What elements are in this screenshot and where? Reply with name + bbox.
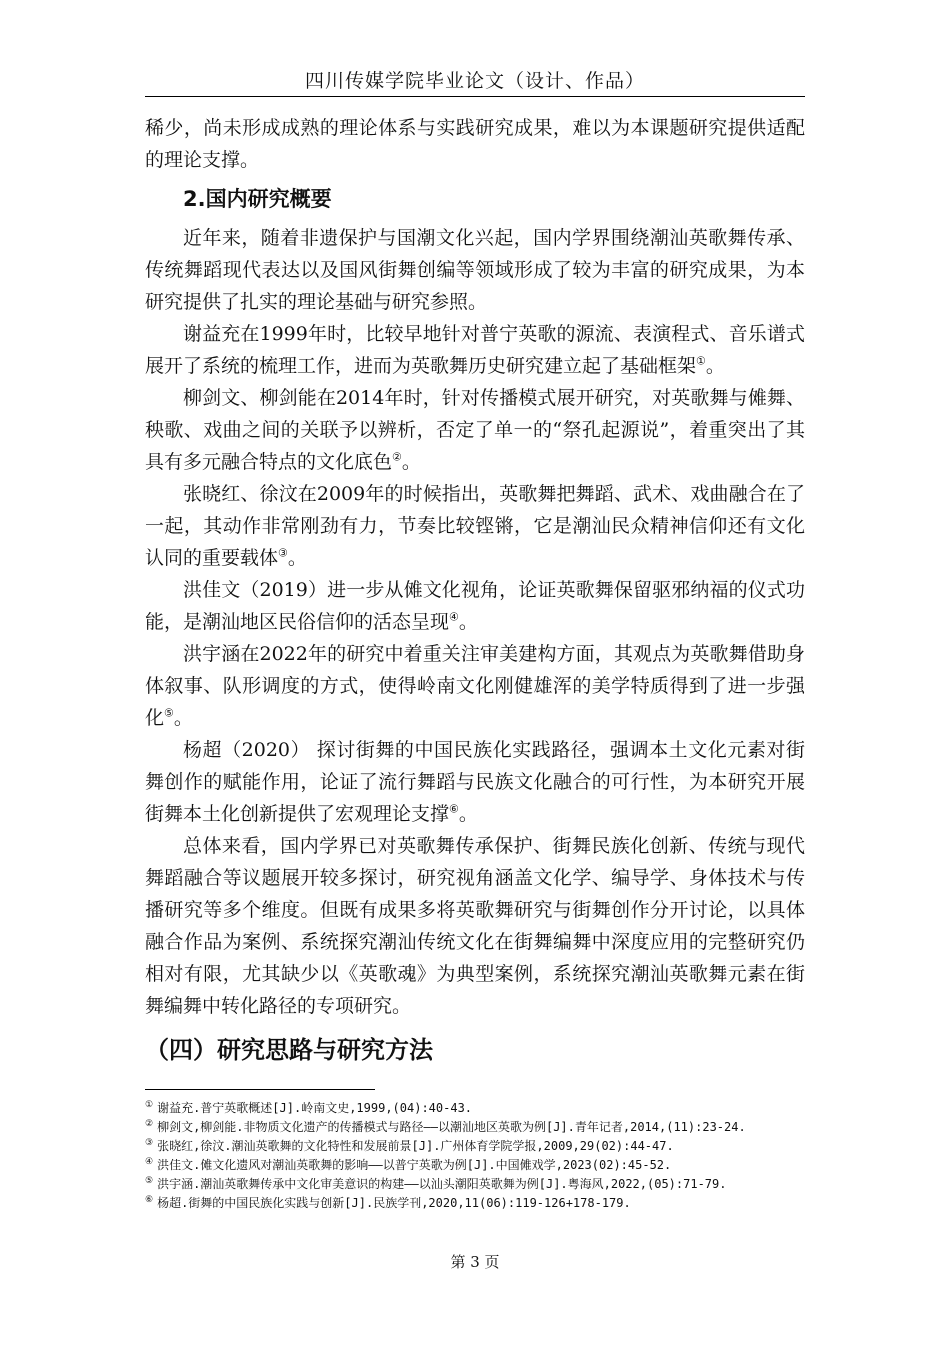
section-heading: 2.国内研究概要 <box>183 187 332 211</box>
footnotes <box>145 1097 807 1211</box>
body-text <box>145 112 805 1070</box>
paragraph: 总体来看，国内学界已对英歌舞传承保护、街舞民族化创新、传统与现代舞蹈融合等议题展开较多探讨，研究视角涵盖文化学、编导学、身体技术与传播研究等多个维度。但既有成果多将英歌舞研究与街舞创作分开讨论，以具体融合作品为案例、系统探究潮汕传统文化在街舞编舞中深度应用的完整研究仍相对有限，尤其缺少以《英歌魂》为典型案例，系统探究潮汕英歌舞元素在街舞编舞中转化路径的专项研究。 <box>145 835 805 1017</box>
page-header: 四川传媒学院毕业论文（设计、作品） <box>304 70 645 92</box>
footnote-ref: ④ <box>449 610 459 624</box>
paragraph: 近年来，随着非遗保护与国潮文化兴起，国内学界围绕潮汕英歌舞传承、传统舞蹈现代表达以及国风街舞创编等领域形成了较为丰富的研究成果，为本研究提供了扎实的理论基础与研究参照。 <box>145 227 805 313</box>
footnote: ① 谢益充.普宁英歌概述[J].岭南文史,1999,(04):40-43. <box>145 1100 473 1115</box>
footnote: ④ 洪佳文.傩文化遗风对潮汕英歌舞的影响——以普宁英歌为例[J].中国傩戏学,2023(02):45-52. <box>145 1157 672 1172</box>
footnote: ③ 张晓红,徐汶.潮汕英歌舞的文化特性和发展前景[J].广州体育学院学报,2009,29(02):44-47. <box>145 1138 674 1153</box>
continuation-paragraph: 稀少，尚未形成成熟的理论体系与实践研究成果，难以为本课题研究提供适配的理论支撑。 <box>145 117 805 171</box>
paragraph: 柳剑文、柳剑能在2014年时，针对传播模式展开研究，对英歌舞与傩舞、秧歌、戏曲之间的关联予以辨析，否定了单一的“祭孔起源说”，着重突出了其具有多元融合特点的文化底色②。 <box>145 387 805 473</box>
footnote-ref: ① <box>696 354 706 368</box>
footnote-rule <box>145 1089 375 1090</box>
chapter-heading: （四）研究思路与研究方法 <box>145 1036 433 1064</box>
paragraph: 洪佳文（2019）进一步从傩文化视角，论证英歌舞保留驱邪纳福的仪式功能，是潮汕地区民俗信仰的活态呈现④。 <box>145 579 805 633</box>
footnote: ⑤ 洪宇涵.潮汕英歌舞传承中文化审美意识的构建——以汕头潮阳英歌舞为例[J].粤海风,2022,(05):71-79. <box>145 1176 727 1191</box>
paragraph: 张晓红、徐汶在2009年的时候指出，英歌舞把舞蹈、武术、戏曲融合在了一起，其动作非常刚劲有力，节奏比较铿锵，它是潮汕民众精神信仰还有文化认同的重要载体③。 <box>145 483 805 569</box>
paragraph: 杨超（2020） 探讨街舞的中国民族化实践路径，强调本土文化元素对街舞创作的赋能作用，论证了流行舞蹈与民族文化融合的可行性，为本研究开展街舞本土化创新提供了宏观理论支撑⑥。 <box>145 739 805 825</box>
footnote: ② 柳剑文,柳剑能.非物质文化遗产的传播模式与路径——以潮汕地区英歌为例[J].青年记者,2014,(11):23-24. <box>145 1119 746 1134</box>
page-number: 第 3 页 <box>450 1253 500 1271</box>
footnote-ref: ⑥ <box>449 802 459 816</box>
footnote-ref: ③ <box>278 546 288 560</box>
paragraph: 洪宇涵在2022年的研究中着重关注审美建构方面，其观点为英歌舞借助身体叙事、队形调度的方式，使得岭南文化刚健雄浑的美学特质得到了进一步强化⑤。 <box>145 643 805 729</box>
footnote-ref: ⑤ <box>164 706 174 720</box>
header-rule <box>145 96 805 97</box>
footnote-ref: ② <box>392 450 402 464</box>
paragraph: 谢益充在1999年时，比较早地针对普宁英歌的源流、表演程式、音乐谱式展开了系统的梳理工作，进而为英歌舞历史研究建立起了基础框架①。 <box>145 323 805 377</box>
footnote: ⑥ 杨超.街舞的中国民族化实践与创新[J].民族学刊,2020,11(06):119-126+178-179. <box>145 1195 631 1210</box>
